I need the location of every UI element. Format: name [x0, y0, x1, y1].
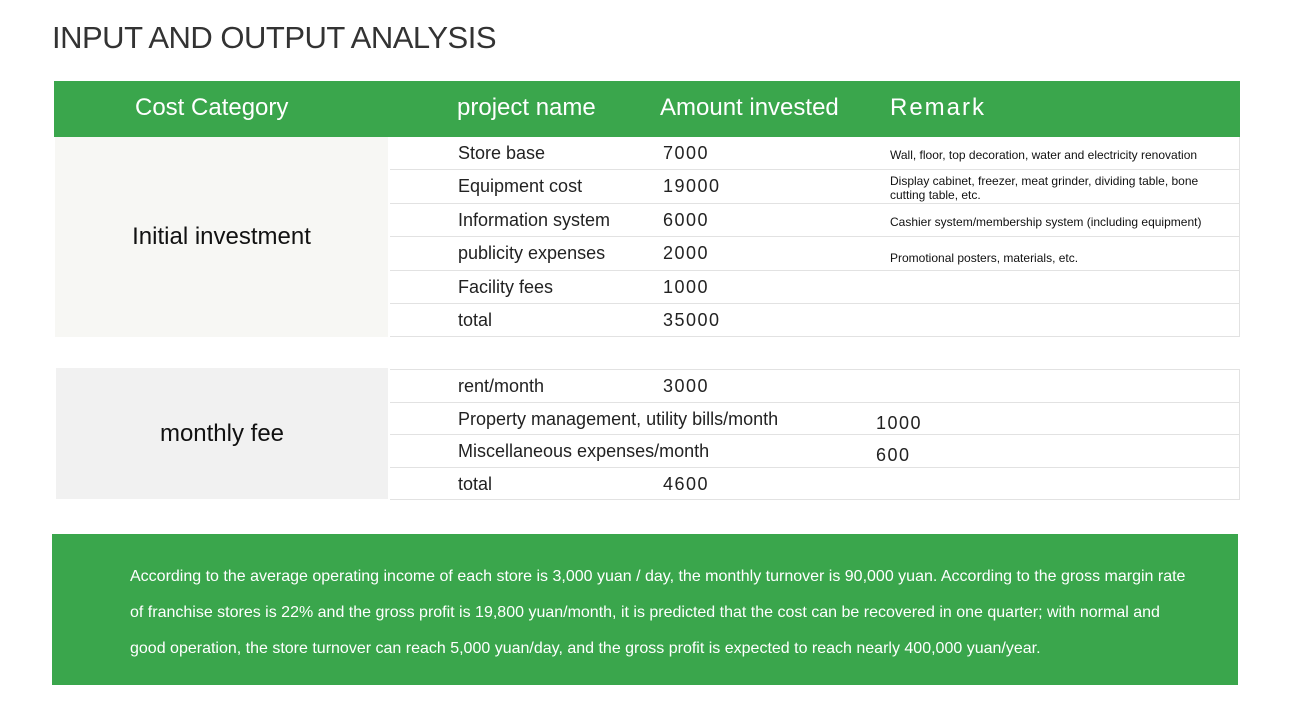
project-name-cell: publicity expenses: [458, 243, 606, 264]
amount-cell: 19000: [663, 176, 721, 197]
project-name-cell: Information system: [458, 209, 611, 230]
project-name-cell: Property management, utility bills/month: [458, 408, 779, 429]
summary-text: According to the average operating income of each store is 3,000 yuan / day, the monthly turnover is 90,000 yuan. According to the gross margin rate of franchise stores is 22% and the gross profit is 19,800 yuan/month, it is predicted that the cost can be recovered in one quarter; with normal and good operation, the store turnover can reach 5,000 yuan/day, and the gross profit is expected to reach nearly 400,000 yuan/year.: [130, 568, 1186, 657]
table-row: [390, 435, 1240, 468]
remark-cell: Display cabinet, freezer, meat grinder, dividing table, bone cutting table, etc.: [890, 174, 1199, 203]
category-initial-investment: [55, 137, 388, 337]
project-name-cell: total: [458, 473, 493, 494]
monthly-fee-rows: [390, 369, 1240, 500]
table-row: [390, 137, 1240, 170]
amount-cell: 7000: [663, 143, 710, 163]
project-name-cell: Equipment cost: [458, 176, 583, 197]
remark-cell: Promotional posters, materials, etc.: [890, 251, 1079, 266]
project-name-cell: Facility fees: [458, 276, 554, 297]
project-name-cell: total: [458, 309, 493, 330]
project-name-cell: Miscellaneous expenses/month: [458, 441, 710, 461]
header-remark: Remark: [890, 94, 987, 121]
table-row: [390, 271, 1240, 304]
table-row: [390, 170, 1240, 203]
table-header: [54, 81, 1240, 137]
table-row: [390, 204, 1240, 237]
amount-cell: 4600: [663, 473, 710, 494]
remark-cell: Wall, floor, top decoration, water and electricity renovation: [890, 148, 1198, 162]
category-label: monthly fee: [159, 419, 285, 447]
header-project-name: project name: [457, 94, 596, 121]
summary-box: [52, 534, 1238, 685]
project-name-cell: Store base: [458, 143, 546, 163]
amount-cell: 1000: [663, 276, 710, 297]
amount-cell: 6000: [663, 209, 710, 230]
header-amount-invested: Amount invested: [660, 94, 839, 121]
page-title: INPUT AND OUTPUT ANALYSIS: [52, 20, 497, 55]
amount-cell: 600: [876, 445, 911, 465]
remark-cell: Cashier system/membership system (including equipment): [890, 214, 1202, 229]
table-row: [390, 237, 1240, 270]
project-name-cell: rent/month: [458, 376, 545, 396]
amount-cell: 2000: [663, 243, 710, 264]
table-row: [390, 304, 1240, 337]
amount-cell: 35000: [663, 309, 721, 330]
category-label: Initial investment: [132, 223, 311, 250]
amount-cell: 1000: [876, 412, 923, 433]
header-cost-category: Cost Category: [135, 94, 289, 121]
initial-investment-rows: [390, 137, 1240, 337]
table-row: [390, 403, 1240, 436]
category-monthly-fee: [56, 368, 388, 499]
amount-cell: 3000: [663, 376, 710, 396]
table-row: [390, 370, 1240, 403]
table-row: [390, 468, 1240, 501]
